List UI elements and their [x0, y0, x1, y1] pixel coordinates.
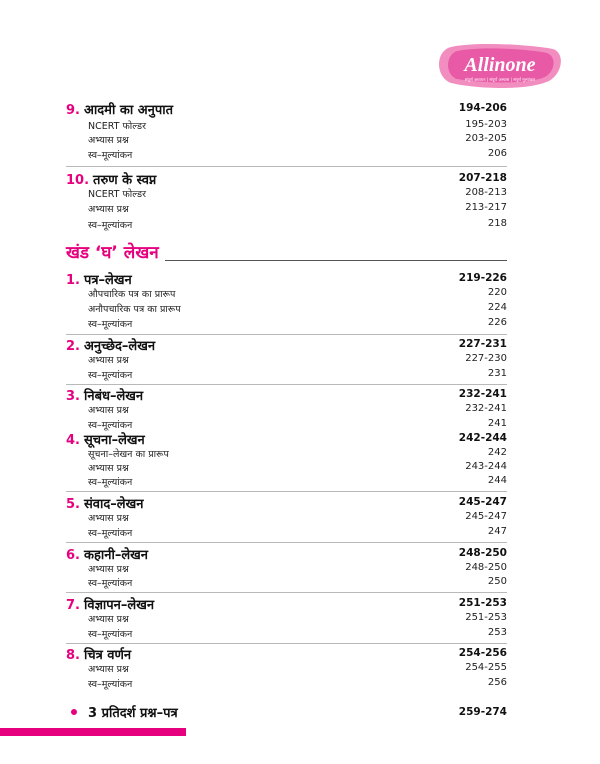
subitem-label: स्व–मूल्यांकन	[88, 477, 133, 488]
chapter-number: 6.	[66, 548, 80, 563]
subitem-pages: 226	[487, 317, 507, 328]
chapter-number: 9.	[66, 103, 80, 118]
subitem-pages: 248-250	[465, 562, 507, 573]
subitem-label: अभ्यास प्रश्न	[88, 564, 129, 575]
subitem-pages: 247	[487, 526, 507, 537]
chapter-pages: 245-247	[458, 496, 507, 508]
chapter-title: संवाद–लेखन	[83, 497, 144, 512]
subitem-label: NCERT फोल्डर	[88, 189, 146, 200]
chapter-number: 10.	[66, 173, 90, 188]
subitem-label: अभ्यास प्रश्न	[88, 355, 129, 366]
section-heading: खंड ‘घ’ लेखन	[66, 243, 159, 263]
subitem-pages: 227-230	[465, 353, 507, 364]
subitem-pages: 232-241	[465, 403, 507, 414]
subitem-pages: 206	[487, 148, 507, 159]
subitem-pages: 224	[487, 302, 507, 313]
subitem-label: सूचना–लेखन का प्रारूप	[88, 449, 169, 460]
chapter-title: आदमी का अनुपात	[83, 103, 174, 118]
subitem-label: स्व–मूल्यांकन	[88, 578, 133, 589]
chapter-pages: 219-226	[458, 272, 507, 284]
subitem-pages: 208-213	[465, 187, 507, 198]
divider	[66, 166, 507, 167]
logo-tagline: संपूर्ण अध्ययन | संपूर्ण अभ्यास | संपूर्ण मूल्यांकन	[464, 77, 536, 82]
logo-text: Allinone	[464, 54, 536, 76]
divider	[66, 542, 507, 543]
subitem-pages: 250	[487, 576, 507, 587]
subitem-label: अभ्यास प्रश्न	[88, 204, 129, 215]
chapter-number: 8.	[66, 648, 80, 663]
chapter-pages: 259-274	[458, 706, 507, 718]
chapter-pages: 251-253	[458, 597, 507, 609]
subitem-label: अभ्यास प्रश्न	[88, 614, 129, 625]
chapter-title: तरुण के स्वप्न	[93, 173, 157, 188]
subitem-label: औपचारिक पत्र का प्रारूप	[88, 289, 176, 300]
divider	[66, 384, 507, 385]
chapter-number: 7.	[66, 598, 80, 613]
chapter-pages: 242-244	[458, 432, 507, 444]
allinone-logo	[437, 43, 563, 89]
subitem-pages: 220	[487, 287, 507, 298]
chapter-pages: 207-218	[458, 172, 507, 184]
subitem-pages: 253	[487, 627, 507, 638]
chapter-title: सूचना–लेखन	[83, 433, 145, 448]
subitem-pages: 241	[487, 418, 507, 429]
subitem-pages: 254-255	[465, 662, 507, 673]
subitem-label: स्व–मूल्यांकन	[88, 679, 133, 690]
section-underline	[165, 260, 507, 261]
subitem-label: स्व–मूल्यांकन	[88, 319, 133, 330]
subitem-label: स्व–मूल्यांकन	[88, 629, 133, 640]
subitem-label: अभ्यास प्रश्न	[88, 513, 129, 524]
subitem-label: अभ्यास प्रश्न	[88, 135, 129, 146]
subitem-pages: 256	[487, 677, 507, 688]
divider	[66, 592, 507, 593]
chapter-title: पत्र–लेखन	[83, 273, 132, 288]
chapter-title: विज्ञापन–लेखन	[83, 598, 155, 613]
subitem-label: स्व–मूल्यांकन	[88, 220, 133, 231]
subitem-pages: 203-205	[465, 133, 507, 144]
chapter-number: 1.	[66, 273, 80, 288]
chapter-number: 3.	[66, 389, 80, 404]
subitem-pages: 242	[487, 447, 507, 458]
subitem-pages: 251-253	[465, 612, 507, 623]
subitem-label: स्व–मूल्यांकन	[88, 150, 133, 161]
subitem-pages: 243-244	[465, 461, 507, 472]
chapter-number: 5.	[66, 497, 80, 512]
subitem-pages: 244	[487, 475, 507, 486]
subitem-pages: 195-203	[465, 119, 507, 130]
chapter-number: 4.	[66, 433, 80, 448]
subitem-label: अनौपचारिक पत्र का प्रारूप	[88, 304, 181, 315]
chapter-title: 3 प्रतिदर्श प्रश्न–पत्र	[88, 706, 178, 721]
chapter-number: 2.	[66, 339, 80, 354]
chapter-title: अनुच्छेद–लेखन	[83, 339, 156, 354]
chapter-title: कहानी–लेखन	[83, 548, 148, 563]
subitem-label: अभ्यास प्रश्न	[88, 463, 129, 474]
subitem-label: स्व–मूल्यांकन	[88, 370, 133, 381]
subitem-pages: 231	[487, 368, 507, 379]
chapter-title: चित्र वर्णन	[83, 648, 132, 663]
subitem-pages: 218	[487, 218, 507, 229]
chapter-pages: 232-241	[458, 388, 507, 400]
subitem-pages: 245-247	[465, 511, 507, 522]
divider	[66, 491, 507, 492]
subitem-label: NCERT फोल्डर	[88, 121, 146, 132]
subitem-label: स्व–मूल्यांकन	[88, 420, 133, 431]
subitem-label: अभ्यास प्रश्न	[88, 664, 129, 675]
subitem-label: अभ्यास प्रश्न	[88, 405, 129, 416]
bullet-icon	[71, 709, 77, 715]
divider	[66, 334, 507, 335]
chapter-pages: 227-231	[458, 338, 507, 350]
subitem-label: स्व–मूल्यांकन	[88, 528, 133, 539]
subitem-pages: 213-217	[465, 202, 507, 213]
chapter-pages: 254-256	[458, 647, 507, 659]
chapter-title: निबंध–लेखन	[83, 389, 144, 404]
footer-accent-bar	[0, 728, 186, 736]
divider	[66, 643, 507, 644]
chapter-pages: 194-206	[458, 102, 507, 114]
chapter-pages: 248-250	[458, 547, 507, 559]
